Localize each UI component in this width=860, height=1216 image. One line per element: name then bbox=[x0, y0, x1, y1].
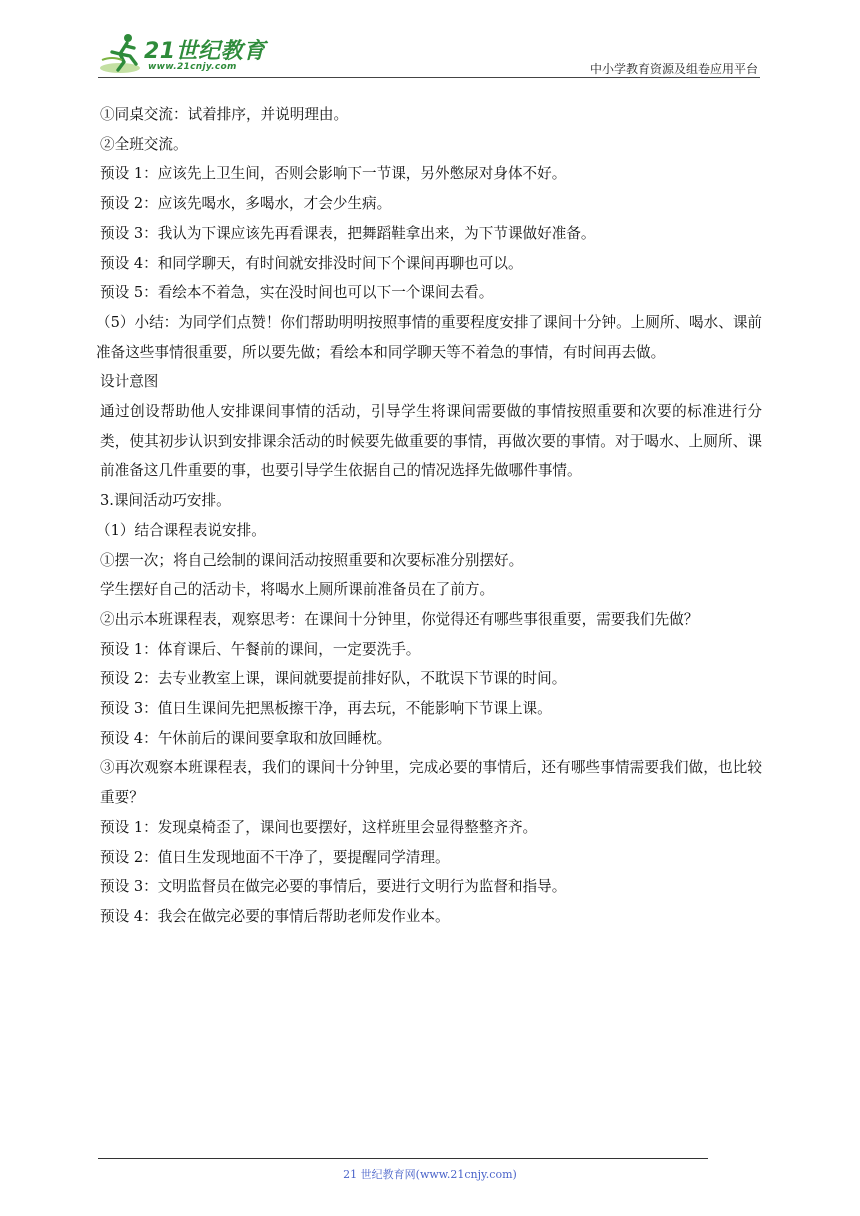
paragraph: 预设 1：应该先上卫生间，否则会影响下一节课，另外憋尿对身体不好。 bbox=[100, 165, 567, 183]
paragraph: 预设 4：我会在做完必要的事情后帮助老师发作业本。 bbox=[100, 907, 450, 925]
paragraph: ①摆一次；将自己绘制的课间活动按照重要和次要标准分别摆好。 bbox=[100, 551, 524, 569]
paragraph: 预设 4：午休前后的课间要拿取和放回睡枕。 bbox=[100, 729, 392, 747]
paragraph: 预设 3：值日生课间先把黑板擦干净，再去玩，不能影响下节课上课。 bbox=[100, 700, 552, 718]
paragraph: 预设 1：体育课后、午餐前的课间，一定要洗手。 bbox=[100, 640, 421, 658]
paragraph: ①同桌交流：试着排序，并说明理由。 bbox=[100, 106, 349, 123]
paragraph: 预设 5：看绘本不着急，实在没时间也可以下一个课间去看。 bbox=[100, 284, 494, 302]
page-header bbox=[98, 30, 760, 78]
document-body bbox=[96, 100, 763, 932]
paragraph: 通过创设帮助他人安排课间事情的活动，引导学生将课间需要做的事情按照重要和次要的标准进行分类，使其初步认识到安排课余活动的时候要先做重要的事情，再做次要的事情。对于喝水、上厕所、课前准备这几件重要的事，也要引导学生依据自己的情况选择先做哪件事情。 bbox=[100, 403, 762, 480]
section-heading: 设计意图 bbox=[100, 373, 159, 391]
logo-url: www.21cnjy.com bbox=[148, 62, 237, 72]
paragraph: 预设 3：我认为下课应该先再看课表，把舞蹈鞋拿出来，为下节课做好准备。 bbox=[100, 224, 596, 242]
paragraph: 预设 2：应该先喝水，多喝水，才会少生病。 bbox=[100, 195, 392, 213]
paragraph-summary: （5）小结：为同学们点赞！你们帮助明明按照事情的重要程度安排了课间十分钟。上厕所、喝水、课前准备这些事情很重要，所以要先做；看绘本和同学聊天等不着急的事情，有时间再去做。 bbox=[96, 313, 763, 361]
platform-name: 中小学教育资源及组卷应用平台 bbox=[589, 62, 758, 76]
paragraph: ③再次观察本班课程表，我们的课间十分钟里，完成必要的事情后，还有哪些事情需要我们做，也比较重要？ bbox=[100, 759, 762, 807]
paragraph: 预设 4：和同学聊天，有时间就安排没时间下个课间再聊也可以。 bbox=[100, 254, 523, 272]
page-footer: 21 世纪教育网(www.21cnjy.com) bbox=[343, 1168, 517, 1181]
paragraph: ②出示本班课程表，观察思考：在课间十分钟里，你觉得还有哪些事很重要，需要我们先做？ bbox=[100, 610, 699, 628]
paragraph: 预设 2：去专业教室上课，课间就要提前排好队，不耽误下节课的时间。 bbox=[100, 670, 567, 688]
paragraph: （1）结合课程表说安排。 bbox=[96, 521, 266, 539]
paragraph: 预设 1：发现桌椅歪了，课间也要摆好，这样班里会显得整整齐齐。 bbox=[100, 818, 538, 836]
paragraph: 预设 2：值日生发现地面不干净了，要提醒同学清理。 bbox=[100, 848, 450, 866]
paragraph: 预设 3：文明监督员在做完必要的事情后，要进行文明行为监督和指导。 bbox=[100, 878, 567, 896]
paragraph: 学生摆好自己的活动卡，将喝水上厕所课前准备员在了前方。 bbox=[100, 581, 495, 599]
logo-text: 21世纪教育 bbox=[144, 39, 266, 64]
paragraph: ②全班交流。 bbox=[100, 135, 188, 153]
section-heading: 3.课间活动巧安排。 bbox=[100, 492, 231, 510]
logo bbox=[98, 30, 268, 76]
header-divider bbox=[98, 77, 760, 78]
runner-logo-icon bbox=[98, 30, 146, 76]
footer-divider bbox=[98, 1158, 708, 1159]
